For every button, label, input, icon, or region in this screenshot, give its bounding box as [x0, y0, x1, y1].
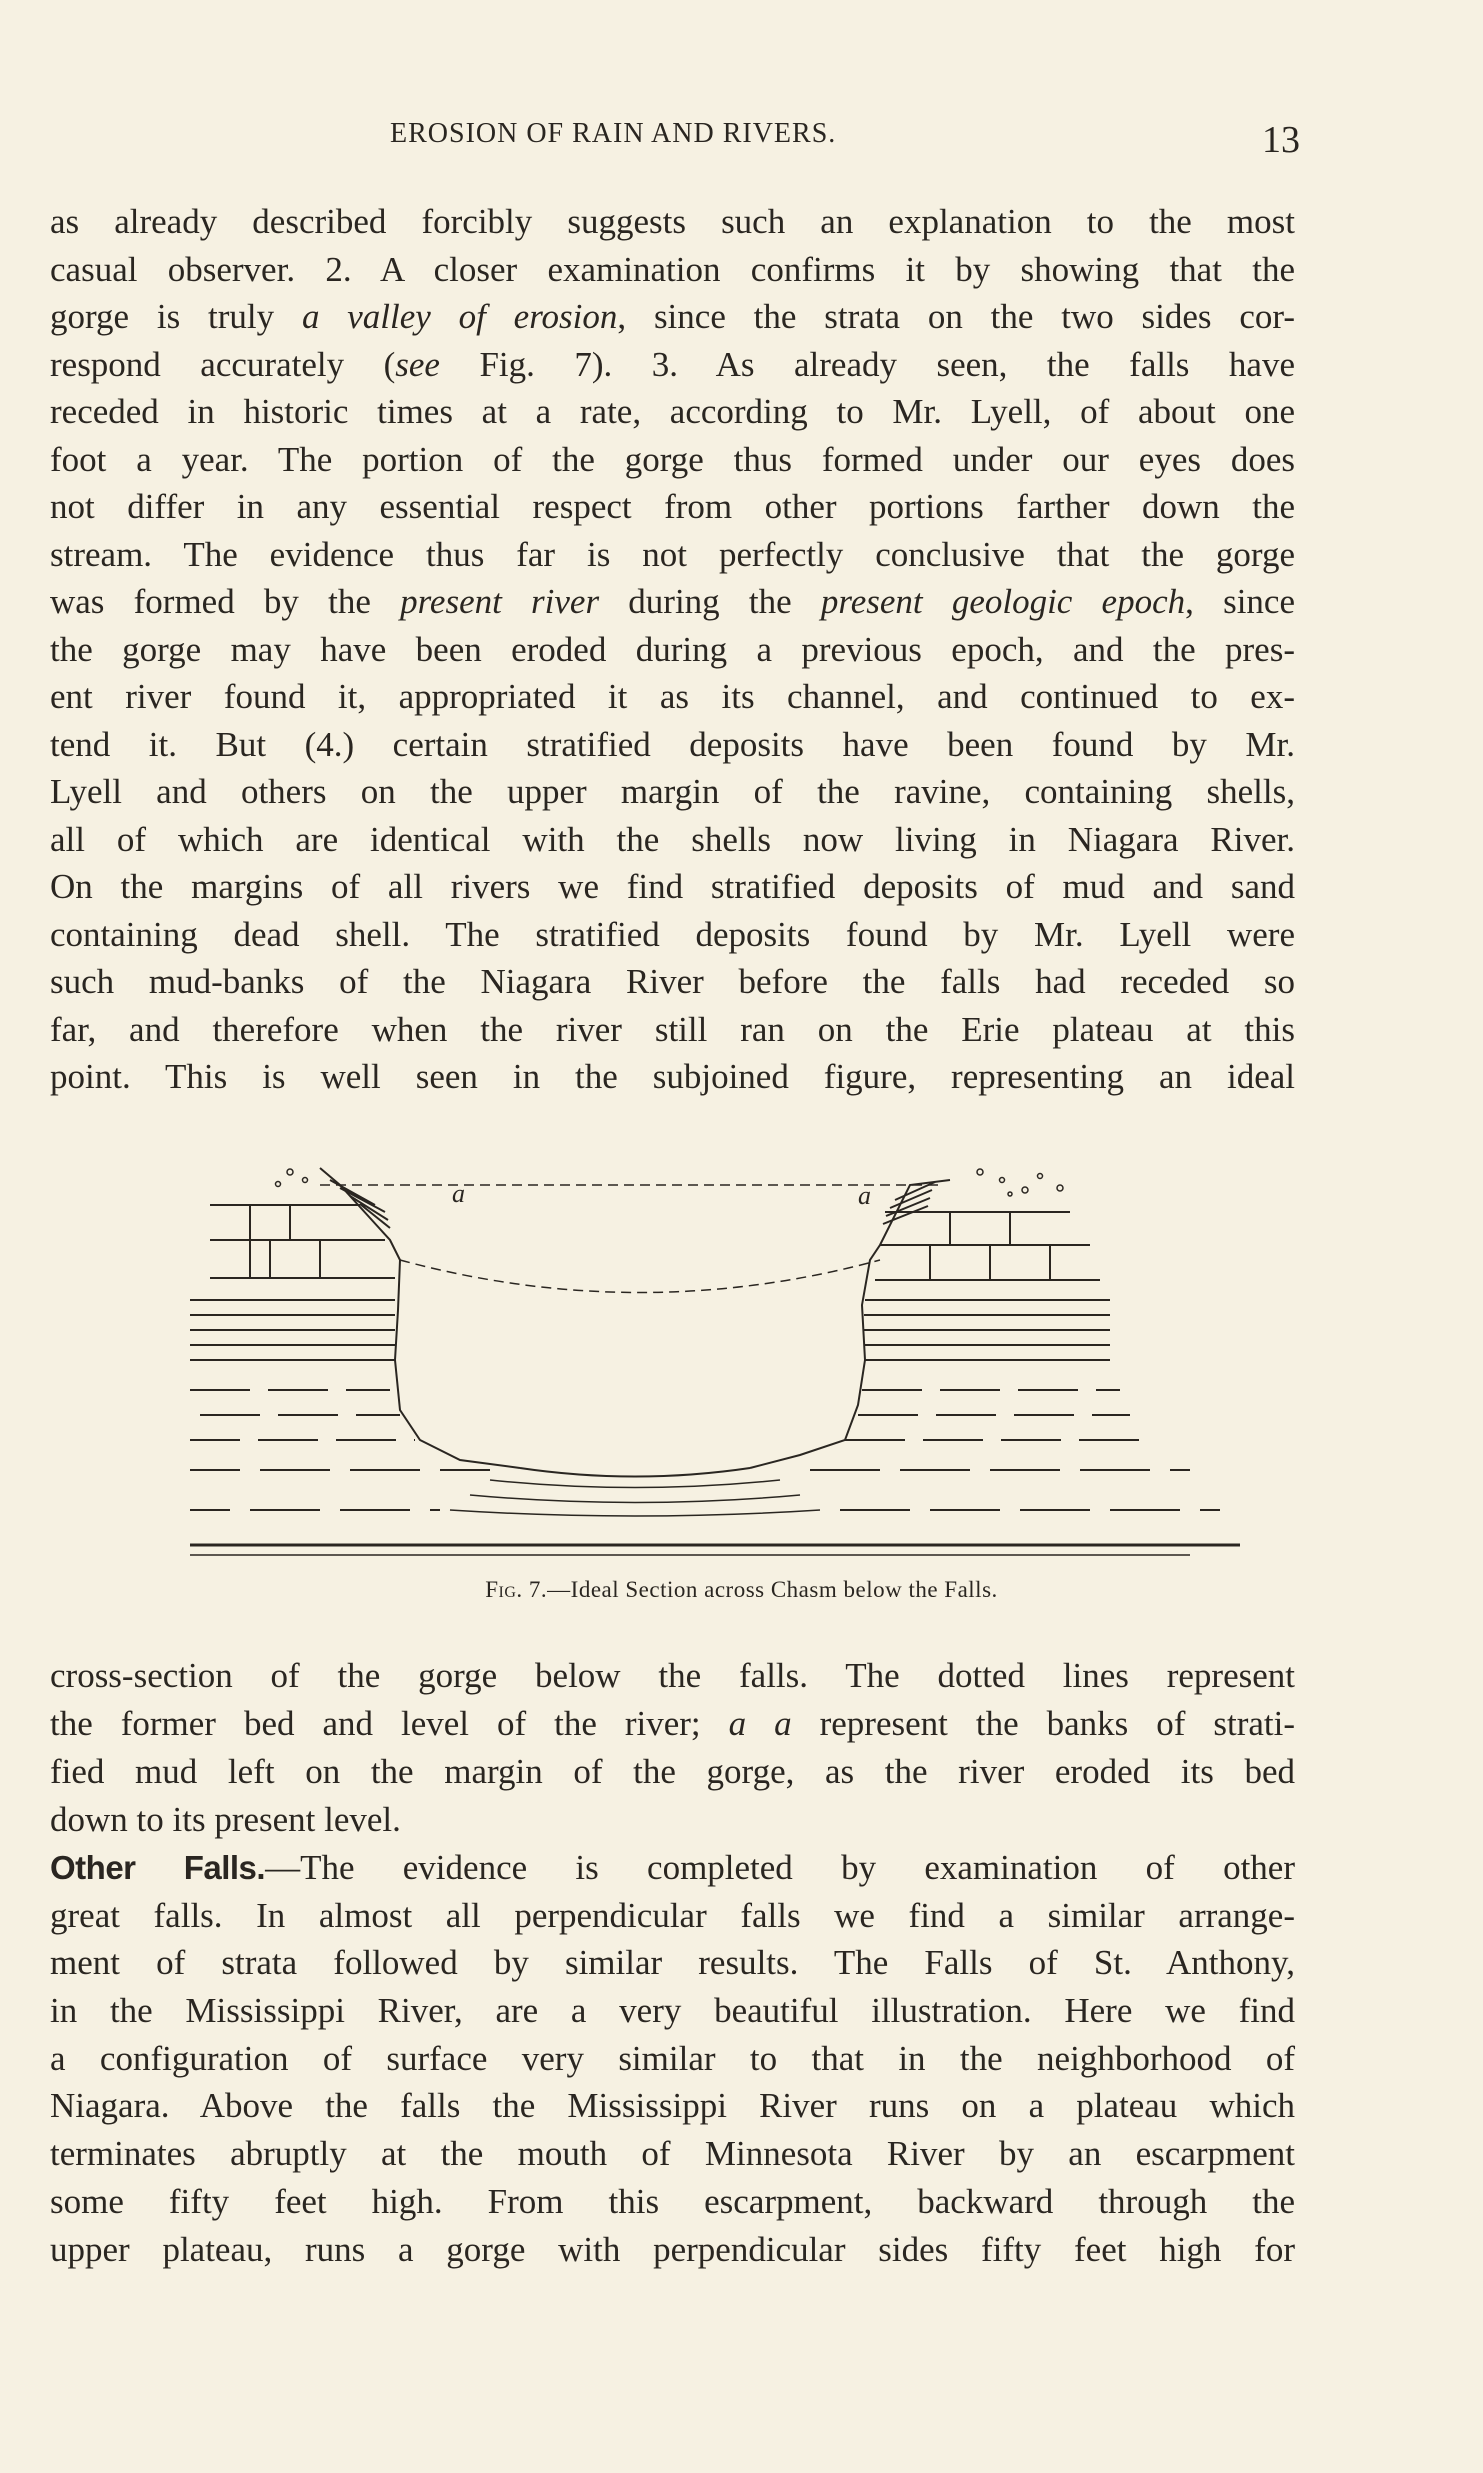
- text-line: Niagara. Above the falls the Mississippi River runs on a plateau which: [50, 2086, 1295, 2126]
- text-line: such mud-banks of the Niagara River before the falls had receded so: [50, 962, 1295, 1001]
- text-line: far, and therefore when the river still ran on the Erie plateau at this: [50, 1009, 1295, 1049]
- text-line: containing dead shell. The stratified deposits found by Mr. Lyell were: [50, 914, 1295, 954]
- text-line: fied mud left on the margin of the gorge, as the river eroded its bed: [50, 1752, 1295, 1791]
- text-line: respond accurately (see Fig. 7). 3. As already seen, the falls have: [50, 344, 1295, 384]
- text-line: receded in historic times at a rate, according to Mr. Lyell, of about one: [50, 392, 1295, 431]
- text-line: great falls. In almost all perpendicular falls we find a similar arrange-: [50, 1895, 1295, 1935]
- text-line: the gorge may have been eroded during a previous epoch, and the pres-: [50, 629, 1295, 669]
- bank-label-left: a: [452, 1179, 465, 1208]
- text-line: in the Mississippi River, are a very beautiful illustration. Here we find: [50, 1991, 1295, 2031]
- text-line: foot a year. The portion of the gorge thus formed under our eyes does: [50, 439, 1295, 479]
- text-line: as already described forcibly suggests such an explanation to the most: [50, 202, 1295, 241]
- text-line: gorge is truly a valley of erosion, since the strata on the two sides cor-: [50, 297, 1295, 336]
- italic-phrase: present geologic epoch: [820, 582, 1186, 621]
- text-line: Lyell and others on the upper margin of the ravine, containing shells,: [50, 772, 1295, 811]
- page-header: [50, 112, 1300, 162]
- figure-caption: [0, 1577, 1483, 1603]
- figure-caption-text: —Ideal Section across Chasm below the Falls.: [547, 1577, 998, 1602]
- text-line: was formed by the present river during the present geologic epoch, since: [50, 582, 1295, 621]
- text-line: not differ in any essential respect from other portions farther down the: [50, 487, 1295, 526]
- italic-phrase: present river: [400, 582, 600, 621]
- text-line: the former bed and level of the river; a a represent the banks of strati-: [50, 1704, 1296, 1743]
- text-line: all of which are identical with the shells now living in Niagara River.: [50, 819, 1295, 859]
- text-line: stream. The evidence thus far is not perfectly conclusive that the gorge: [50, 534, 1295, 574]
- text-line: upper plateau, runs a gorge with perpendicular sides fifty feet high for: [50, 2229, 1295, 2269]
- italic-phrase: a valley of erosion: [301, 297, 618, 336]
- page-number: 13: [1262, 119, 1300, 161]
- italic-phrase: see: [395, 344, 440, 384]
- text-line: down to its present level.: [50, 1800, 401, 1839]
- text-line: On the margins of all rivers we find stratified deposits of mud and sand: [50, 867, 1295, 906]
- section-sidehead: Other Falls.: [50, 1849, 266, 1886]
- text-line: tend it. But (4.) certain stratified deposits have been found by Mr.: [50, 724, 1295, 764]
- text-line: point. This is well seen in the subjoined figure, representing an ideal: [50, 1057, 1295, 1096]
- paragraph-1: [50, 198, 1295, 1101]
- gorge-cross-section-figure: [190, 1150, 1240, 1590]
- text-line: terminates abruptly at the mouth of Minnesota River by an escarpment: [50, 2134, 1295, 2174]
- text-line: a configuration of surface very similar to that in the neighborhood of: [50, 2038, 1295, 2078]
- text-line: some fifty feet high. From this escarpment, backward through the: [50, 2181, 1295, 2221]
- paragraph-2: [50, 1652, 1295, 1844]
- text-line: Other Falls.—The evidence is completed by examination of other: [50, 1848, 1295, 1887]
- text-line: casual observer. 2. A closer examination confirms it by showing that the: [50, 249, 1295, 289]
- running-head: EROSION OF RAIN AND RIVERS.: [390, 118, 837, 149]
- text-line: ent river found it, appropriated it as its channel, and continued to ex-: [50, 677, 1295, 716]
- italic-phrase: a a: [728, 1704, 792, 1743]
- bank-label-right: a: [858, 1181, 871, 1210]
- figure-caption-label: Fig. 7.: [485, 1577, 548, 1602]
- text-line: cross-section of the gorge below the falls. The dotted lines represent: [50, 1656, 1295, 1695]
- paragraph-3: [50, 1844, 1295, 2273]
- text-line: ment of strata followed by similar results. The Falls of St. Anthony,: [50, 1943, 1295, 1983]
